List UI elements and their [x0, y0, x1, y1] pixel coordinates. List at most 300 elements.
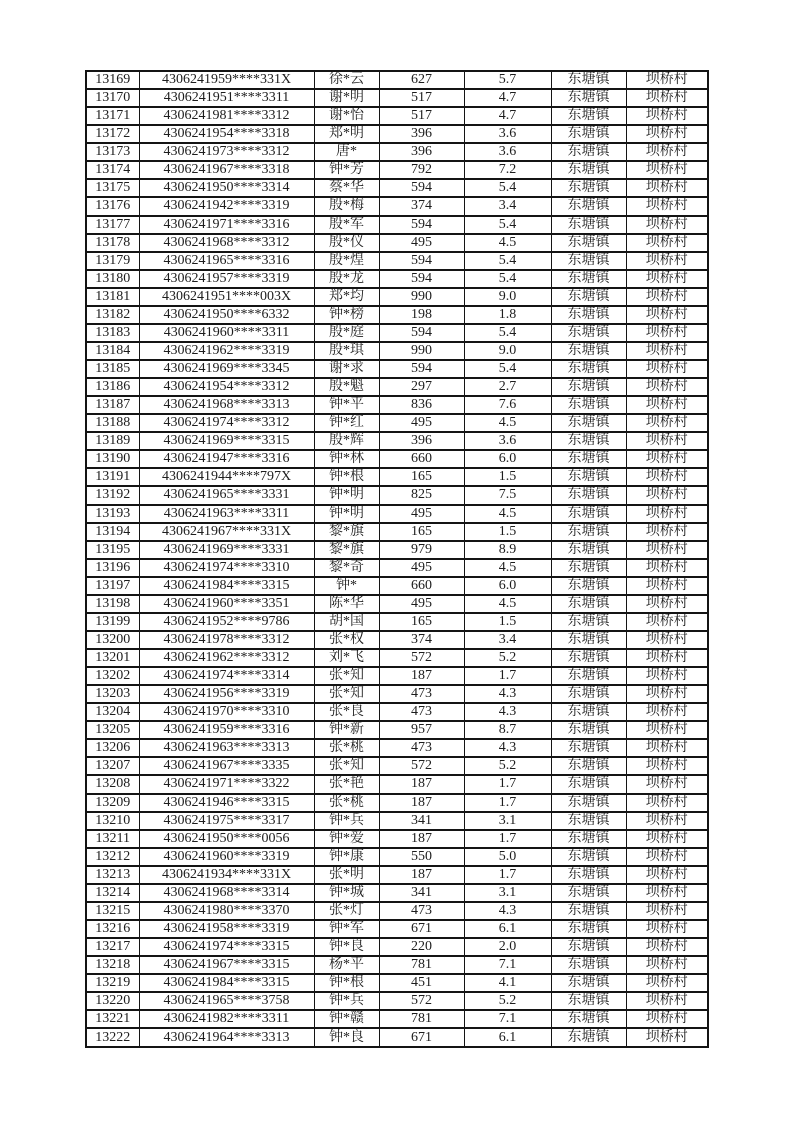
cell-village: 坝桥村: [626, 216, 708, 234]
table-row: [86, 143, 708, 161]
cell-masked-id-number: 4306241959****331X: [139, 71, 314, 89]
table-row: [86, 721, 708, 739]
table-row: [86, 216, 708, 234]
cell-masked-name: 张*桃: [314, 739, 379, 757]
cell-secondary-value: 1.8: [464, 306, 551, 324]
cell-masked-id-number: 4306241960****3311: [139, 324, 314, 342]
cell-village: 坝桥村: [626, 956, 708, 974]
cell-secondary-value: 3.1: [464, 884, 551, 902]
cell-village: 坝桥村: [626, 1028, 708, 1047]
cell-masked-id-number: 4306241952****9786: [139, 613, 314, 631]
cell-sequence-number: 13206: [86, 739, 139, 757]
cell-village: 坝桥村: [626, 685, 708, 703]
cell-village: 坝桥村: [626, 938, 708, 956]
cell-masked-id-number: 4306241954****3312: [139, 378, 314, 396]
cell-town: 东塘镇: [551, 631, 626, 649]
cell-sequence-number: 13215: [86, 902, 139, 920]
cell-amount: 297: [379, 378, 464, 396]
cell-village: 坝桥村: [626, 161, 708, 179]
table-row: [86, 757, 708, 775]
cell-masked-name: 张*权: [314, 631, 379, 649]
cell-masked-name: 张*艳: [314, 775, 379, 793]
cell-masked-id-number: 4306241982****3311: [139, 1010, 314, 1028]
cell-masked-id-number: 4306241980****3370: [139, 902, 314, 920]
cell-masked-id-number: 4306241969****3345: [139, 360, 314, 378]
cell-amount: 473: [379, 902, 464, 920]
cell-amount: 594: [379, 270, 464, 288]
table-row: [86, 505, 708, 523]
cell-sequence-number: 13174: [86, 161, 139, 179]
cell-amount: 594: [379, 252, 464, 270]
table-row: [86, 649, 708, 667]
cell-amount: 572: [379, 649, 464, 667]
table-row: [86, 866, 708, 884]
cell-masked-name: 张*良: [314, 703, 379, 721]
cell-town: 东塘镇: [551, 974, 626, 992]
cell-village: 坝桥村: [626, 523, 708, 541]
table-row: [86, 938, 708, 956]
cell-secondary-value: 3.4: [464, 197, 551, 215]
cell-town: 东塘镇: [551, 523, 626, 541]
cell-village: 坝桥村: [626, 794, 708, 812]
cell-amount: 990: [379, 342, 464, 360]
cell-masked-id-number: 4306241962****3319: [139, 342, 314, 360]
table-row: [86, 812, 708, 830]
cell-village: 坝桥村: [626, 739, 708, 757]
cell-masked-name: 黎*奇: [314, 559, 379, 577]
cell-masked-name: 钟*平: [314, 396, 379, 414]
cell-town: 东塘镇: [551, 757, 626, 775]
cell-masked-id-number: 4306241964****3313: [139, 1028, 314, 1047]
cell-town: 东塘镇: [551, 830, 626, 848]
cell-village: 坝桥村: [626, 468, 708, 486]
cell-masked-id-number: 4306241950****3314: [139, 179, 314, 197]
cell-secondary-value: 7.5: [464, 486, 551, 504]
cell-masked-name: 钟*良: [314, 938, 379, 956]
table-row: [86, 830, 708, 848]
cell-village: 坝桥村: [626, 866, 708, 884]
cell-masked-id-number: 4306241944****797X: [139, 468, 314, 486]
cell-masked-id-number: 4306241967****3335: [139, 757, 314, 775]
cell-masked-name: 郑*均: [314, 288, 379, 306]
cell-town: 东塘镇: [551, 739, 626, 757]
cell-amount: 165: [379, 468, 464, 486]
cell-secondary-value: 4.5: [464, 505, 551, 523]
cell-town: 东塘镇: [551, 559, 626, 577]
cell-masked-name: 杨*平: [314, 956, 379, 974]
cell-sequence-number: 13197: [86, 577, 139, 595]
cell-sequence-number: 13222: [86, 1028, 139, 1047]
cell-town: 东塘镇: [551, 920, 626, 938]
cell-sequence-number: 13221: [86, 1010, 139, 1028]
cell-masked-name: 钟*: [314, 577, 379, 595]
cell-amount: 396: [379, 432, 464, 450]
cell-village: 坝桥村: [626, 324, 708, 342]
cell-masked-name: 钟*明: [314, 505, 379, 523]
cell-sequence-number: 13194: [86, 523, 139, 541]
cell-town: 东塘镇: [551, 450, 626, 468]
cell-town: 东塘镇: [551, 252, 626, 270]
cell-secondary-value: 1.5: [464, 468, 551, 486]
cell-masked-name: 殷*辉: [314, 432, 379, 450]
cell-sequence-number: 13169: [86, 71, 139, 89]
cell-town: 东塘镇: [551, 505, 626, 523]
cell-sequence-number: 13207: [86, 757, 139, 775]
cell-secondary-value: 4.7: [464, 89, 551, 107]
cell-town: 东塘镇: [551, 1010, 626, 1028]
cell-masked-id-number: 4306241965****3758: [139, 992, 314, 1010]
table-row: [86, 703, 708, 721]
table-row: [86, 71, 708, 89]
cell-masked-name: 谢*怡: [314, 107, 379, 125]
cell-amount: 473: [379, 685, 464, 703]
cell-masked-id-number: 4306241968****3314: [139, 884, 314, 902]
cell-sequence-number: 13217: [86, 938, 139, 956]
cell-masked-id-number: 4306241974****3314: [139, 667, 314, 685]
table-row: [86, 577, 708, 595]
cell-town: 东塘镇: [551, 685, 626, 703]
cell-town: 东塘镇: [551, 216, 626, 234]
cell-secondary-value: 5.4: [464, 324, 551, 342]
cell-secondary-value: 5.0: [464, 848, 551, 866]
cell-masked-name: 钟*城: [314, 884, 379, 902]
cell-town: 东塘镇: [551, 125, 626, 143]
cell-amount: 473: [379, 739, 464, 757]
cell-sequence-number: 13173: [86, 143, 139, 161]
cell-sequence-number: 13195: [86, 541, 139, 559]
table-row: [86, 902, 708, 920]
cell-secondary-value: 2.0: [464, 938, 551, 956]
cell-sequence-number: 13189: [86, 432, 139, 450]
cell-town: 东塘镇: [551, 541, 626, 559]
cell-masked-id-number: 4306241967****3315: [139, 956, 314, 974]
cell-village: 坝桥村: [626, 757, 708, 775]
cell-town: 东塘镇: [551, 703, 626, 721]
cell-masked-id-number: 4306241959****3316: [139, 721, 314, 739]
cell-village: 坝桥村: [626, 902, 708, 920]
cell-masked-id-number: 4306241974****3312: [139, 414, 314, 432]
cell-masked-name: 钟*康: [314, 848, 379, 866]
cell-town: 东塘镇: [551, 324, 626, 342]
table-row: [86, 396, 708, 414]
cell-secondary-value: 4.5: [464, 559, 551, 577]
table-row: [86, 432, 708, 450]
cell-town: 东塘镇: [551, 794, 626, 812]
cell-masked-id-number: 4306241950****6332: [139, 306, 314, 324]
cell-masked-id-number: 4306241962****3312: [139, 649, 314, 667]
cell-masked-id-number: 4306241971****3322: [139, 775, 314, 793]
cell-amount: 495: [379, 505, 464, 523]
cell-village: 坝桥村: [626, 270, 708, 288]
cell-masked-id-number: 4306241956****3319: [139, 685, 314, 703]
cell-town: 东塘镇: [551, 270, 626, 288]
cell-masked-id-number: 4306241942****3319: [139, 197, 314, 215]
cell-sequence-number: 13184: [86, 342, 139, 360]
cell-amount: 187: [379, 866, 464, 884]
cell-sequence-number: 13210: [86, 812, 139, 830]
table-row: [86, 342, 708, 360]
cell-sequence-number: 13205: [86, 721, 139, 739]
cell-village: 坝桥村: [626, 812, 708, 830]
cell-secondary-value: 9.0: [464, 342, 551, 360]
cell-village: 坝桥村: [626, 378, 708, 396]
table-row: [86, 541, 708, 559]
cell-secondary-value: 3.6: [464, 432, 551, 450]
cell-town: 东塘镇: [551, 432, 626, 450]
cell-amount: 594: [379, 216, 464, 234]
cell-village: 坝桥村: [626, 432, 708, 450]
cell-sequence-number: 13193: [86, 505, 139, 523]
cell-village: 坝桥村: [626, 577, 708, 595]
cell-masked-name: 黎*旗: [314, 541, 379, 559]
cell-masked-name: 黎*旗: [314, 523, 379, 541]
cell-amount: 187: [379, 794, 464, 812]
cell-sequence-number: 13199: [86, 613, 139, 631]
cell-amount: 495: [379, 595, 464, 613]
cell-amount: 198: [379, 306, 464, 324]
cell-masked-name: 钟*兵: [314, 812, 379, 830]
cell-masked-name: 胡*国: [314, 613, 379, 631]
cell-amount: 990: [379, 288, 464, 306]
cell-secondary-value: 4.3: [464, 739, 551, 757]
cell-sequence-number: 13182: [86, 306, 139, 324]
cell-village: 坝桥村: [626, 595, 708, 613]
cell-amount: 979: [379, 541, 464, 559]
cell-masked-id-number: 4306241973****3312: [139, 143, 314, 161]
cell-masked-id-number: 4306241978****3312: [139, 631, 314, 649]
cell-village: 坝桥村: [626, 703, 708, 721]
cell-village: 坝桥村: [626, 143, 708, 161]
cell-sequence-number: 13204: [86, 703, 139, 721]
cell-masked-name: 郑*明: [314, 125, 379, 143]
cell-sequence-number: 13185: [86, 360, 139, 378]
table-row: [86, 848, 708, 866]
cell-amount: 572: [379, 757, 464, 775]
cell-secondary-value: 5.7: [464, 71, 551, 89]
cell-village: 坝桥村: [626, 884, 708, 902]
cell-sequence-number: 13192: [86, 486, 139, 504]
cell-amount: 187: [379, 667, 464, 685]
cell-masked-name: 张*知: [314, 667, 379, 685]
cell-village: 坝桥村: [626, 107, 708, 125]
cell-sequence-number: 13190: [86, 450, 139, 468]
cell-town: 东塘镇: [551, 143, 626, 161]
cell-sequence-number: 13216: [86, 920, 139, 938]
table-row: [86, 324, 708, 342]
cell-secondary-value: 1.7: [464, 866, 551, 884]
cell-town: 东塘镇: [551, 956, 626, 974]
cell-amount: 594: [379, 179, 464, 197]
cell-town: 东塘镇: [551, 234, 626, 252]
cell-masked-id-number: 4306241960****3319: [139, 848, 314, 866]
cell-secondary-value: 1.5: [464, 523, 551, 541]
cell-sequence-number: 13183: [86, 324, 139, 342]
cell-village: 坝桥村: [626, 71, 708, 89]
cell-sequence-number: 13176: [86, 197, 139, 215]
cell-village: 坝桥村: [626, 649, 708, 667]
cell-masked-id-number: 4306241981****3312: [139, 107, 314, 125]
cell-sequence-number: 13200: [86, 631, 139, 649]
cell-amount: 374: [379, 197, 464, 215]
cell-amount: 396: [379, 125, 464, 143]
cell-sequence-number: 13188: [86, 414, 139, 432]
cell-secondary-value: 4.5: [464, 234, 551, 252]
cell-amount: 627: [379, 71, 464, 89]
cell-masked-id-number: 4306241975****3317: [139, 812, 314, 830]
cell-secondary-value: 2.7: [464, 378, 551, 396]
cell-secondary-value: 5.2: [464, 757, 551, 775]
cell-amount: 495: [379, 414, 464, 432]
cell-masked-name: 张*知: [314, 685, 379, 703]
table-row: [86, 992, 708, 1010]
cell-sequence-number: 13212: [86, 848, 139, 866]
cell-masked-id-number: 4306241960****3351: [139, 595, 314, 613]
cell-village: 坝桥村: [626, 179, 708, 197]
cell-secondary-value: 5.4: [464, 216, 551, 234]
table-row: [86, 667, 708, 685]
cell-village: 坝桥村: [626, 775, 708, 793]
cell-masked-name: 蔡*华: [314, 179, 379, 197]
cell-town: 东塘镇: [551, 89, 626, 107]
cell-sequence-number: 13196: [86, 559, 139, 577]
cell-masked-id-number: 4306241957****3319: [139, 270, 314, 288]
cell-secondary-value: 4.7: [464, 107, 551, 125]
cell-secondary-value: 9.0: [464, 288, 551, 306]
cell-amount: 671: [379, 1028, 464, 1047]
table-row: [86, 974, 708, 992]
cell-sequence-number: 13214: [86, 884, 139, 902]
cell-amount: 165: [379, 613, 464, 631]
table-row: [86, 523, 708, 541]
cell-village: 坝桥村: [626, 1010, 708, 1028]
cell-town: 东塘镇: [551, 902, 626, 920]
cell-village: 坝桥村: [626, 414, 708, 432]
table-row: [86, 613, 708, 631]
cell-masked-name: 谢*求: [314, 360, 379, 378]
cell-town: 东塘镇: [551, 992, 626, 1010]
cell-secondary-value: 7.2: [464, 161, 551, 179]
cell-village: 坝桥村: [626, 197, 708, 215]
cell-masked-name: 陈*华: [314, 595, 379, 613]
cell-sequence-number: 13202: [86, 667, 139, 685]
cell-town: 东塘镇: [551, 360, 626, 378]
cell-secondary-value: 5.2: [464, 992, 551, 1010]
cell-village: 坝桥村: [626, 89, 708, 107]
cell-sequence-number: 13219: [86, 974, 139, 992]
cell-secondary-value: 7.1: [464, 956, 551, 974]
cell-amount: 495: [379, 234, 464, 252]
cell-masked-name: 钟*兵: [314, 992, 379, 1010]
cell-secondary-value: 5.4: [464, 270, 551, 288]
cell-secondary-value: 4.1: [464, 974, 551, 992]
table-row: [86, 450, 708, 468]
cell-town: 东塘镇: [551, 396, 626, 414]
cell-sequence-number: 13203: [86, 685, 139, 703]
cell-amount: 781: [379, 956, 464, 974]
cell-village: 坝桥村: [626, 252, 708, 270]
cell-secondary-value: 3.6: [464, 143, 551, 161]
cell-town: 东塘镇: [551, 378, 626, 396]
cell-masked-name: 张*知: [314, 757, 379, 775]
cell-sequence-number: 13172: [86, 125, 139, 143]
cell-sequence-number: 13209: [86, 794, 139, 812]
cell-masked-name: 钟*根: [314, 468, 379, 486]
cell-amount: 671: [379, 920, 464, 938]
cell-town: 东塘镇: [551, 342, 626, 360]
cell-amount: 396: [379, 143, 464, 161]
cell-masked-id-number: 4306241934****331X: [139, 866, 314, 884]
table-row: [86, 360, 708, 378]
table-row: [86, 89, 708, 107]
cell-masked-id-number: 4306241970****3310: [139, 703, 314, 721]
cell-secondary-value: 1.5: [464, 613, 551, 631]
cell-sequence-number: 13175: [86, 179, 139, 197]
cell-town: 东塘镇: [551, 595, 626, 613]
cell-village: 坝桥村: [626, 848, 708, 866]
cell-town: 东塘镇: [551, 1028, 626, 1047]
cell-masked-name: 唐*: [314, 143, 379, 161]
cell-amount: 660: [379, 577, 464, 595]
table-row: [86, 179, 708, 197]
table-row: [86, 270, 708, 288]
table-row: [86, 161, 708, 179]
table-row: [86, 107, 708, 125]
cell-amount: 187: [379, 775, 464, 793]
cell-village: 坝桥村: [626, 631, 708, 649]
cell-village: 坝桥村: [626, 974, 708, 992]
cell-village: 坝桥村: [626, 234, 708, 252]
cell-masked-id-number: 4306241974****3315: [139, 938, 314, 956]
cell-amount: 220: [379, 938, 464, 956]
cell-secondary-value: 4.5: [464, 595, 551, 613]
cell-town: 东塘镇: [551, 414, 626, 432]
cell-town: 东塘镇: [551, 179, 626, 197]
cell-village: 坝桥村: [626, 541, 708, 559]
cell-amount: 341: [379, 812, 464, 830]
cell-secondary-value: 1.7: [464, 667, 551, 685]
cell-village: 坝桥村: [626, 486, 708, 504]
table-row: [86, 306, 708, 324]
table-row: [86, 884, 708, 902]
cell-masked-id-number: 4306241971****3316: [139, 216, 314, 234]
cell-secondary-value: 3.1: [464, 812, 551, 830]
cell-sequence-number: 13191: [86, 468, 139, 486]
cell-masked-name: 殷*梅: [314, 197, 379, 215]
cell-village: 坝桥村: [626, 306, 708, 324]
cell-sequence-number: 13177: [86, 216, 139, 234]
cell-masked-id-number: 4306241969****3331: [139, 541, 314, 559]
cell-town: 东塘镇: [551, 468, 626, 486]
cell-amount: 374: [379, 631, 464, 649]
table-row: [86, 378, 708, 396]
table-row: [86, 739, 708, 757]
cell-masked-name: 刘*飞: [314, 649, 379, 667]
cell-secondary-value: 5.2: [464, 649, 551, 667]
cell-village: 坝桥村: [626, 396, 708, 414]
cell-sequence-number: 13178: [86, 234, 139, 252]
table-row: [86, 486, 708, 504]
cell-village: 坝桥村: [626, 559, 708, 577]
cell-masked-id-number: 4306241967****3318: [139, 161, 314, 179]
cell-town: 东塘镇: [551, 884, 626, 902]
cell-sequence-number: 13198: [86, 595, 139, 613]
cell-amount: 517: [379, 107, 464, 125]
cell-sequence-number: 13218: [86, 956, 139, 974]
cell-sequence-number: 13211: [86, 830, 139, 848]
cell-sequence-number: 13187: [86, 396, 139, 414]
cell-masked-id-number: 4306241951****3311: [139, 89, 314, 107]
table-row: [86, 197, 708, 215]
